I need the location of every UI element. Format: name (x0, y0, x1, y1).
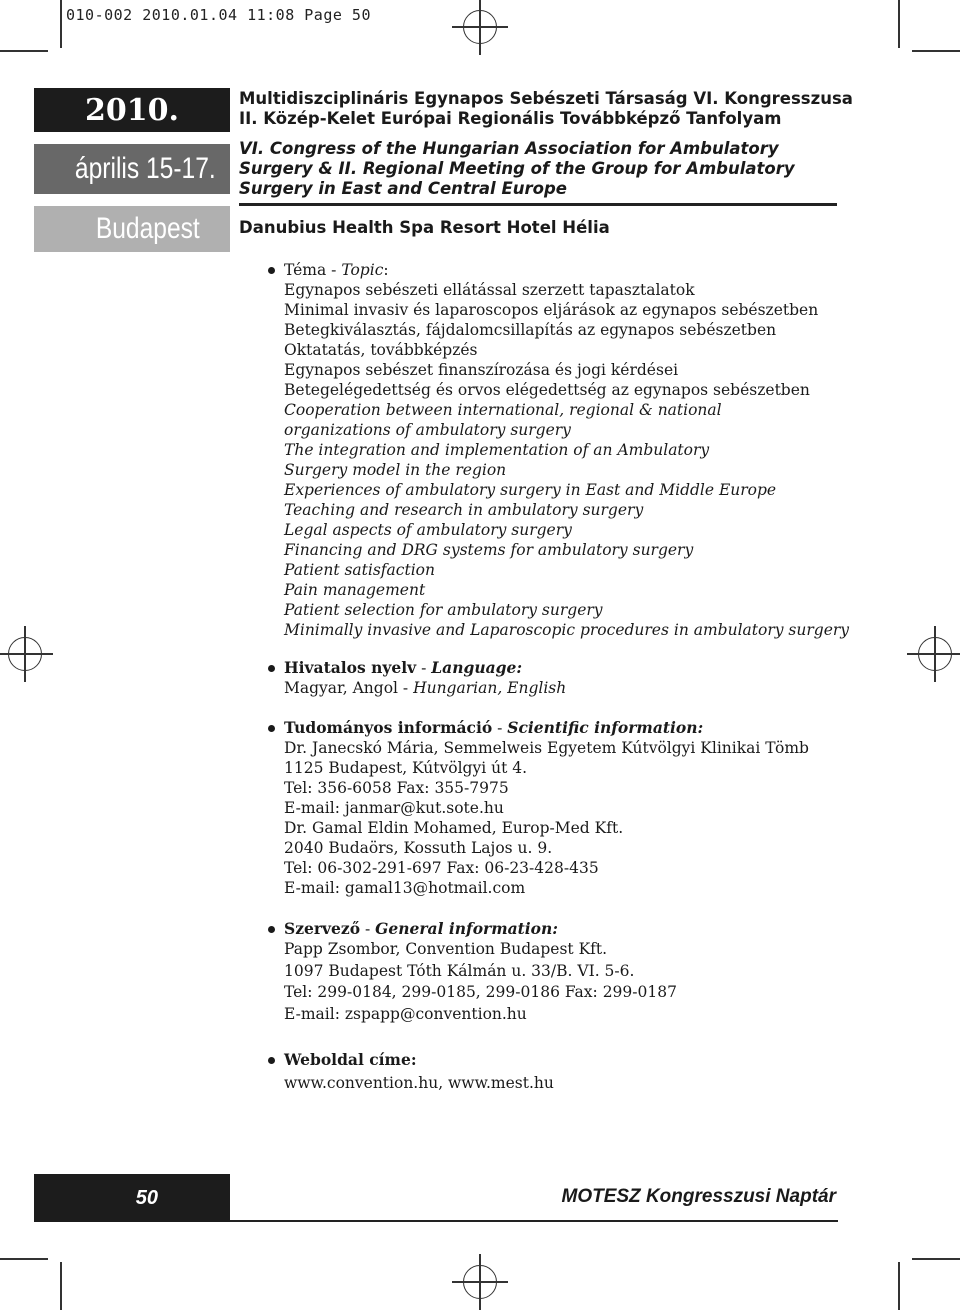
topic-item: Patient satisfaction (284, 561, 435, 579)
event-title-english (239, 139, 795, 199)
registration-mark-icon (463, 1265, 497, 1299)
event-title-en-line2: Surgery & II. Regional Meeting of the Group for Ambulatory (239, 159, 795, 178)
date-days (34, 144, 230, 194)
organizer-heading (268, 919, 677, 939)
crop-mark (60, 0, 62, 48)
contact-line: Tel: 299-0184, 299-0185, 299-0186 Fax: 299-0187 (284, 983, 677, 1001)
event-title-en-line3: Surgery in East and Central Europe (239, 179, 567, 198)
date-city (34, 206, 230, 252)
event-title-hu-line2: II. Közép-Kelet Európai Regionális Továbbképző Tanfolyam (239, 109, 782, 128)
organizer-contact (268, 939, 677, 1025)
contact-line: Tel: 06-302-291-697 Fax: 06-23-428-435 (284, 859, 599, 877)
language-label-en: Language: (431, 658, 523, 677)
scientific-label-hu: Tudományos információ (284, 718, 493, 737)
website-heading: Weboldal címe: (268, 1050, 554, 1070)
topic-item: Teaching and research in ambulatory surgery (284, 501, 644, 519)
event-title-hu-line1: Multidiszciplináris Egynapos Sebészeti Társaság VI. Kongresszusa (239, 89, 853, 108)
crop-mark (898, 1262, 900, 1310)
crop-mark (60, 1262, 62, 1310)
topic-item: Betegelégedettség és orvos elégedettség az egynapos sebészetben (284, 381, 810, 399)
contact-email: E-mail: gamal13@hotmail.com (284, 879, 526, 897)
topic-section (268, 260, 849, 640)
topic-item: Cooperation between international, regional & national (284, 401, 722, 419)
contact-email: E-mail: zspapp@convention.hu (284, 1004, 527, 1023)
topic-item: Financing and DRG systems for ambulatory surgery (284, 541, 694, 559)
topic-item: The integration and implementation of an Ambulatory (284, 441, 710, 459)
topic-item: Egynapos sebészet finanszírozása és jogi kérdései (284, 361, 679, 379)
contact-line: Dr. Gamal Eldin Mohamed, Europ-Med Kft. (284, 819, 624, 837)
separator: - (492, 719, 508, 737)
venue: Danubius Health Spa Resort Hotel Hélia (239, 218, 610, 237)
scientific-info-heading (268, 718, 809, 738)
registration-mark-icon (8, 637, 42, 671)
topic-item: Experiences of ambulatory surgery in East and Middle Europe (284, 481, 777, 499)
topic-item: Egynapos sebészeti ellátással szerzett tapasztalatok (284, 281, 695, 299)
language-section (268, 658, 566, 698)
topic-item: Legal aspects of ambulatory surgery (284, 521, 572, 539)
event-title-hungarian (239, 89, 853, 129)
colon: : (383, 261, 389, 279)
registration-mark-icon (918, 637, 952, 671)
publication-title: MOTESZ Kongresszusi Naptár (561, 1186, 836, 1207)
footer-divider (230, 1220, 838, 1222)
scientific-label-en: Scientific information: (507, 718, 704, 737)
registration-mark-icon (463, 10, 497, 44)
organizer-label-en: General information: (375, 919, 559, 938)
separator: - (326, 261, 342, 279)
topic-item: Surgery model in the region (284, 461, 507, 479)
topic-list (268, 280, 849, 640)
crop-mark (898, 0, 900, 48)
date-days-text: április 15-17. (75, 152, 216, 185)
crop-mark (912, 50, 960, 52)
contact-line: Tel: 356-6058 Fax: 355-7975 (284, 779, 509, 797)
language-value-en: Hungarian, English (413, 679, 567, 697)
date-year: 2010. (34, 88, 230, 132)
contact-line: 1097 Budapest Tóth Kálmán u. 33/B. VI. 5-6. (284, 961, 635, 980)
scientific-info-section (268, 718, 809, 898)
topic-item: organizations of ambulatory surgery (284, 421, 571, 439)
contact-line: 1125 Budapest, Kútvölgyi út 4. (284, 759, 528, 777)
contact-line: Papp Zsombor, Convention Budapest Kft. (284, 940, 608, 958)
topic-item: Minimal invasiv és laparoscopos eljárások az egynapos sebészetben (284, 301, 819, 319)
event-title-en-line1: VI. Congress of the Hungarian Association for Ambulatory (239, 139, 779, 158)
print-slug: 010-002 2010.01.04 11:08 Page 50 (66, 6, 371, 24)
topic-item: Pain management (284, 581, 426, 599)
language-value-hu: Magyar, Angol - (284, 679, 414, 697)
topic-label-hu: Téma (284, 261, 327, 279)
organizer-section (268, 919, 677, 1025)
date-city-text: Budapest (96, 212, 200, 245)
header-divider (239, 203, 837, 206)
topic-item: Oktatatás, továbbképzés (284, 341, 478, 359)
organizer-label-hu: Szervező (284, 919, 361, 938)
language-label-hu: Hivatalos nyelv (284, 658, 417, 677)
topic-item: Betegkiválasztás, fájdalomcsillapítás az egynapos sebészetben (284, 321, 777, 339)
contact-line: Dr. Janecskó Mária, Semmelweis Egyetem Kútvölgyi Klinikai Tömb (284, 739, 809, 757)
contact-line: 2040 Budaörs, Kossuth Lajos u. 9. (284, 839, 553, 857)
topic-label-en: Topic (341, 261, 384, 279)
website-section (268, 1050, 554, 1093)
page-number: 50 (34, 1174, 230, 1222)
crop-mark (912, 1258, 960, 1260)
website-links: www.convention.hu, www.mest.hu (284, 1074, 554, 1092)
scientific-contact (268, 738, 809, 898)
crop-mark (0, 1258, 48, 1260)
topic-item: Minimally invasive and Laparoscopic procedures in ambulatory surgery (284, 621, 850, 639)
separator: - (360, 920, 376, 938)
contact-email: E-mail: janmar@kut.sote.hu (284, 799, 504, 817)
language-value (268, 678, 566, 698)
topic-item: Patient selection for ambulatory surgery (284, 601, 603, 619)
crop-mark (0, 50, 48, 52)
language-heading (268, 658, 566, 678)
topic-heading (268, 260, 849, 280)
separator: - (416, 659, 432, 677)
